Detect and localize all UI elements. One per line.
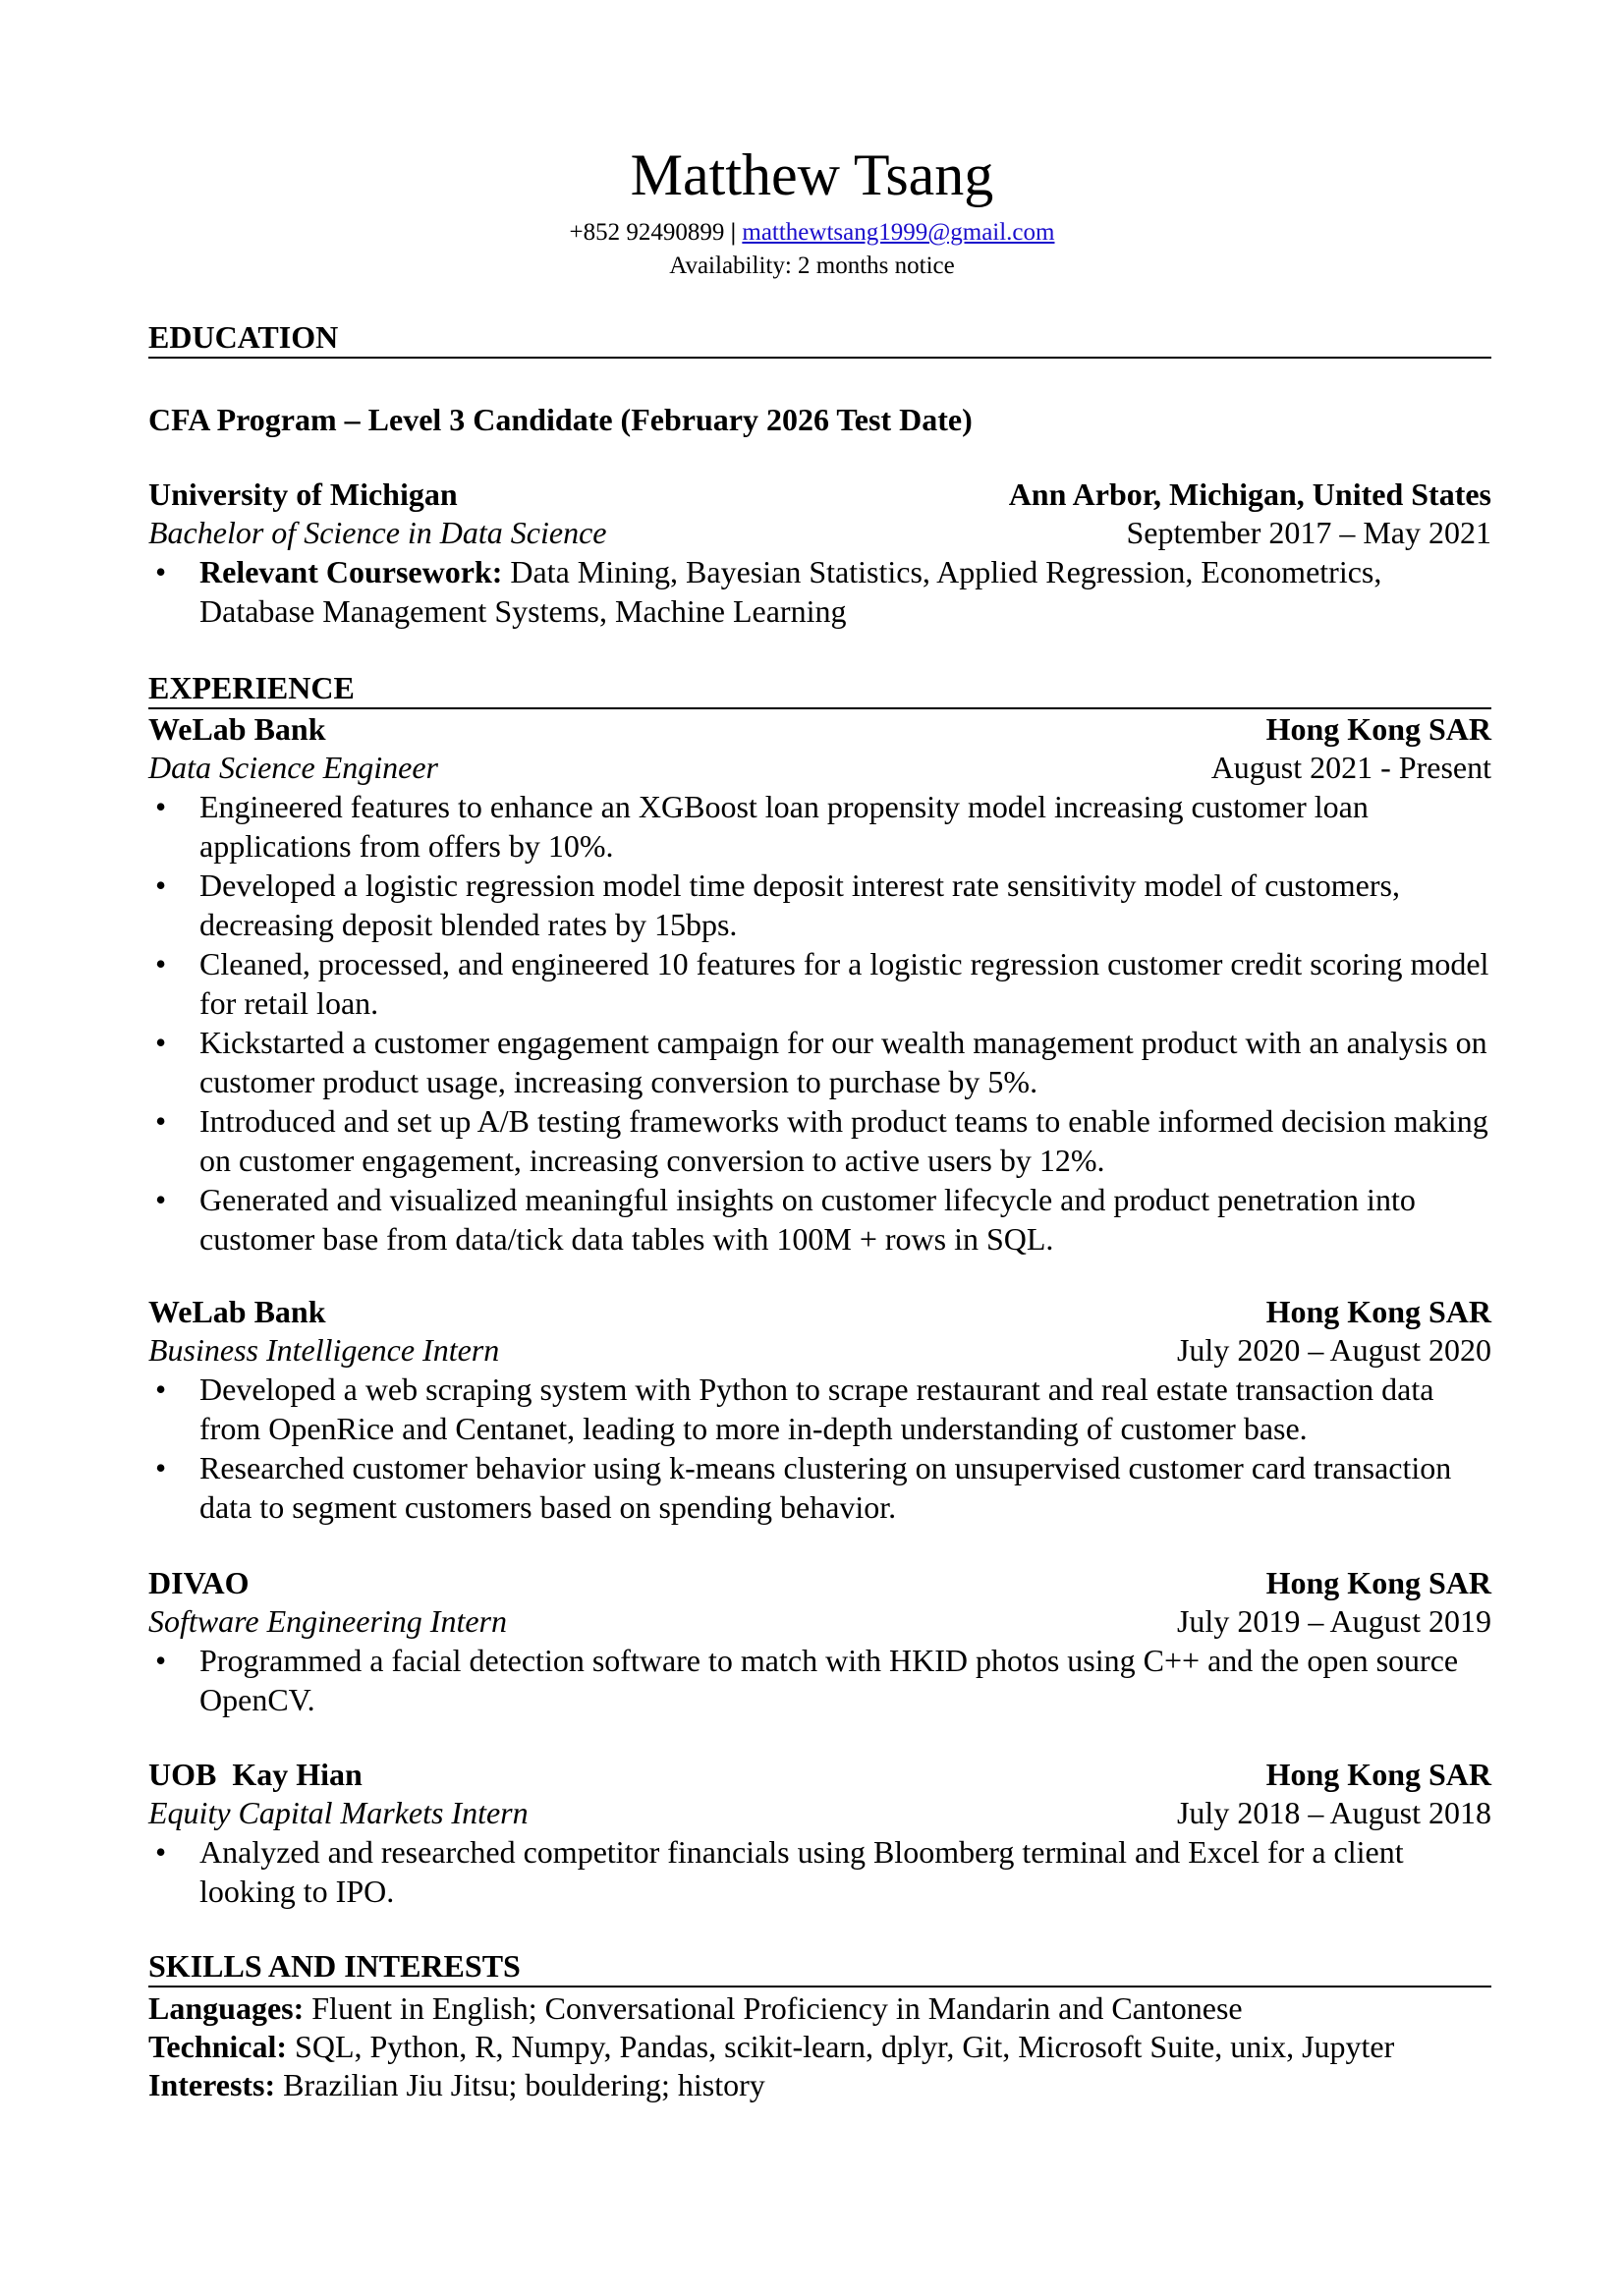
job-role-line: [148, 749, 1491, 786]
phone-number: +852 92490899: [569, 219, 725, 246]
job-bullets: [148, 1641, 1491, 1719]
coursework-text: Data Mining, Bayesian Statistics, Applied Regression, Econometrics, Database Management Systems, Machine Learning: [199, 554, 1382, 629]
bullet-text: Programmed a facial detection software to match with HKID photos using C++ and the open source OpenCV.: [199, 1643, 1459, 1717]
bullet-icon: •: [155, 1371, 167, 1407]
bullet-text: Cleaned, processed, and engineered 10 features for a logistic regression customer credit scoring model for retail loan.: [199, 946, 1489, 1021]
skills-list: [148, 1989, 1491, 2104]
contact-line: [0, 218, 1624, 248]
job-header: [148, 1756, 1491, 1793]
school-line: [148, 476, 1491, 513]
list-item: [148, 1023, 1491, 1101]
availability-note: Availability: 2 months notice: [669, 252, 955, 279]
job-bullets: [148, 1370, 1491, 1527]
bullet-icon: •: [155, 868, 167, 903]
bullet-text: Generated and visualized meaningful insights on customer lifecycle and product penetration into customer base from data/tick data tables with 100M + rows in SQL.: [199, 1182, 1416, 1257]
languages-line: [148, 1989, 1491, 2028]
list-item: [148, 1832, 1491, 1911]
job-role-line: [148, 1602, 1491, 1640]
bullet-text: Developed a web scraping system with Python to scrape restaurant and real estate transaction data from OpenRice and Centanet, leading to more in-depth understanding of customer base.: [199, 1371, 1434, 1446]
bullet-text: Kickstarted a customer engagement campaign for our wealth management product with an analysis on customer product usage, increasing conversion to purchase by 5%.: [199, 1025, 1487, 1099]
job-dates: July 2019 – August 2019: [1176, 1603, 1491, 1639]
list-item: [148, 1448, 1491, 1527]
coursework-label: Relevant Coursework:: [199, 554, 503, 589]
technical-label: Technical:: [148, 2029, 288, 2064]
contact-separator: |: [730, 219, 737, 246]
candidate-name: Matthew Tsang: [630, 142, 994, 207]
job-header: [148, 1564, 1491, 1601]
degree-name: Bachelor of Science in Data Science: [148, 515, 607, 550]
bullet-icon: •: [155, 1103, 167, 1139]
school-location: Ann Arbor, Michigan, United States: [1008, 476, 1491, 512]
interests-text: Brazilian Jiu Jitsu; bouldering; history: [275, 2067, 765, 2102]
bullet-icon: •: [155, 1182, 167, 1217]
list-item: [148, 1641, 1491, 1719]
bullet-text: Researched customer behavior using k-means clustering on unsupervised customer card transaction data to segment customers based on spending behavior.: [199, 1450, 1452, 1525]
experience-divider: [148, 707, 1491, 709]
cfa-line: [148, 401, 1491, 438]
bullet-icon: •: [155, 1450, 167, 1485]
bullet-icon: •: [155, 1643, 167, 1678]
coursework-list: [148, 552, 1491, 631]
skills-heading: SKILLS AND INTERESTS: [148, 1948, 521, 1984]
cfa-program: CFA Program – Level 3 Candidate (February 2026 Test Date): [148, 402, 973, 437]
email-link[interactable]: matthewtsang1999@gmail.com: [742, 219, 1055, 246]
job-role: Software Engineering Intern: [148, 1603, 507, 1639]
job-dates: July 2018 – August 2018: [1176, 1795, 1491, 1830]
school-name: University of Michigan: [148, 476, 458, 512]
technical-line: [148, 2028, 1491, 2066]
job-dates: August 2021 - Present: [1210, 750, 1491, 785]
list-item: [148, 552, 1491, 631]
list-item: [148, 1180, 1491, 1259]
interests-line: [148, 2066, 1491, 2104]
job-location: Hong Kong SAR: [1265, 1294, 1491, 1329]
job-bullets: [148, 1832, 1491, 1911]
technical-text: SQL, Python, R, Numpy, Pandas, scikit-learn, dplyr, Git, Microsoft Suite, unix, Jupyter: [287, 2029, 1395, 2064]
bullet-icon: •: [155, 789, 167, 824]
bullet-icon: •: [155, 554, 167, 589]
bullet-icon: •: [155, 1834, 167, 1870]
education-heading: EDUCATION: [148, 319, 339, 355]
bullet-icon: •: [155, 946, 167, 981]
languages-text: Fluent in English; Conversational Proficiency in Mandarin and Cantonese: [304, 1990, 1243, 2026]
bullet-icon: •: [155, 1025, 167, 1060]
job-location: Hong Kong SAR: [1265, 1565, 1491, 1600]
job-location: Hong Kong SAR: [1265, 1757, 1491, 1792]
degree-line: [148, 514, 1491, 551]
company-name: DIVAO: [148, 1565, 250, 1600]
job-dates: July 2020 – August 2020: [1176, 1332, 1491, 1368]
bullet-text: Developed a logistic regression model time deposit interest rate sensitivity model of customers, decreasing deposit blended rates by 15bps.: [199, 868, 1400, 942]
job-role-line: [148, 1794, 1491, 1831]
job-header: [148, 710, 1491, 748]
skills-divider: [148, 1986, 1491, 1987]
list-item: [148, 1101, 1491, 1180]
job-header: [148, 1293, 1491, 1330]
job-role: Business Intelligence Intern: [148, 1332, 500, 1368]
interests-label: Interests:: [148, 2067, 276, 2102]
job-location: Hong Kong SAR: [1265, 711, 1491, 747]
languages-label: Languages:: [148, 1990, 305, 2026]
job-bullets: [148, 787, 1491, 1259]
education-divider: [148, 357, 1491, 359]
company-name: UOB Kay Hian: [148, 1757, 363, 1792]
job-role: Data Science Engineer: [148, 750, 438, 785]
list-item: [148, 787, 1491, 866]
list-item: [148, 866, 1491, 944]
experience-heading: EXPERIENCE: [148, 670, 355, 705]
job-role-line: [148, 1331, 1491, 1369]
list-item: [148, 944, 1491, 1023]
job-role: Equity Capital Markets Intern: [148, 1795, 529, 1830]
bullet-text: Introduced and set up A/B testing frameworks with product teams to enable informed decision making on customer engagement, increasing conversion to active users by 12%.: [199, 1103, 1488, 1178]
degree-dates: September 2017 – May 2021: [1126, 515, 1491, 550]
bullet-text: Analyzed and researched competitor financials using Bloomberg terminal and Excel for a client looking to IPO.: [199, 1834, 1404, 1909]
bullet-text: Engineered features to enhance an XGBoost loan propensity model increasing customer loan applications from offers by 10%.: [199, 789, 1369, 864]
list-item: [148, 1370, 1491, 1448]
company-name: WeLab Bank: [148, 711, 326, 747]
company-name: WeLab Bank: [148, 1294, 326, 1329]
